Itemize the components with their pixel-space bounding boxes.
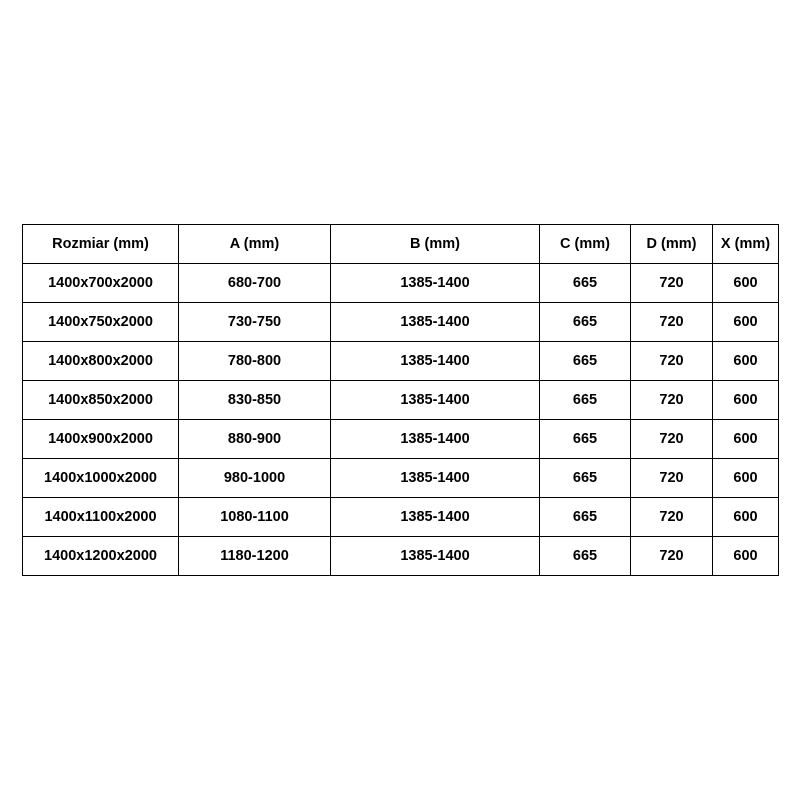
cell-c: 665 [540,303,631,342]
cell-rozmiar: 1400x900x2000 [23,420,179,459]
cell-a: 1080-1100 [179,498,331,537]
table-row [23,264,779,303]
cell-b: 1385-1400 [331,303,540,342]
cell-b: 1385-1400 [331,459,540,498]
cell-rozmiar: 1400x1000x2000 [23,459,179,498]
cell-a: 980-1000 [179,459,331,498]
column-header-b: B (mm) [331,225,540,264]
cell-d: 720 [631,303,713,342]
cell-c: 665 [540,498,631,537]
cell-rozmiar: 1400x850x2000 [23,381,179,420]
cell-x: 600 [713,342,779,381]
cell-a: 830-850 [179,381,331,420]
cell-a: 730-750 [179,303,331,342]
cell-a: 780-800 [179,342,331,381]
column-header-d: D (mm) [631,225,713,264]
cell-c: 665 [540,459,631,498]
table-row [23,459,779,498]
cell-c: 665 [540,342,631,381]
cell-b: 1385-1400 [331,537,540,576]
cell-c: 665 [540,420,631,459]
table-row [23,381,779,420]
table-row [23,537,779,576]
table-row [23,498,779,537]
column-header-rozmiar: Rozmiar (mm) [23,225,179,264]
column-header-x: X (mm) [713,225,779,264]
size-table [22,224,779,576]
cell-a: 880-900 [179,420,331,459]
cell-d: 720 [631,459,713,498]
table-header [23,225,779,264]
cell-d: 720 [631,381,713,420]
cell-rozmiar: 1400x700x2000 [23,264,179,303]
cell-b: 1385-1400 [331,381,540,420]
cell-rozmiar: 1400x750x2000 [23,303,179,342]
column-header-c: C (mm) [540,225,631,264]
cell-x: 600 [713,381,779,420]
table-row [23,342,779,381]
table-row [23,303,779,342]
cell-a: 680-700 [179,264,331,303]
column-header-a: A (mm) [179,225,331,264]
cell-c: 665 [540,381,631,420]
cell-c: 665 [540,537,631,576]
cell-b: 1385-1400 [331,342,540,381]
cell-d: 720 [631,342,713,381]
cell-rozmiar: 1400x800x2000 [23,342,179,381]
cell-b: 1385-1400 [331,420,540,459]
table-body [23,264,779,576]
cell-x: 600 [713,498,779,537]
table-row [23,420,779,459]
cell-d: 720 [631,537,713,576]
cell-x: 600 [713,264,779,303]
table-header-row [23,225,779,264]
cell-b: 1385-1400 [331,498,540,537]
cell-b: 1385-1400 [331,264,540,303]
cell-rozmiar: 1400x1200x2000 [23,537,179,576]
size-table-container [22,224,778,576]
cell-d: 720 [631,498,713,537]
cell-x: 600 [713,420,779,459]
cell-x: 600 [713,537,779,576]
cell-x: 600 [713,303,779,342]
cell-d: 720 [631,264,713,303]
cell-d: 720 [631,420,713,459]
cell-x: 600 [713,459,779,498]
cell-a: 1180-1200 [179,537,331,576]
cell-rozmiar: 1400x1100x2000 [23,498,179,537]
cell-c: 665 [540,264,631,303]
